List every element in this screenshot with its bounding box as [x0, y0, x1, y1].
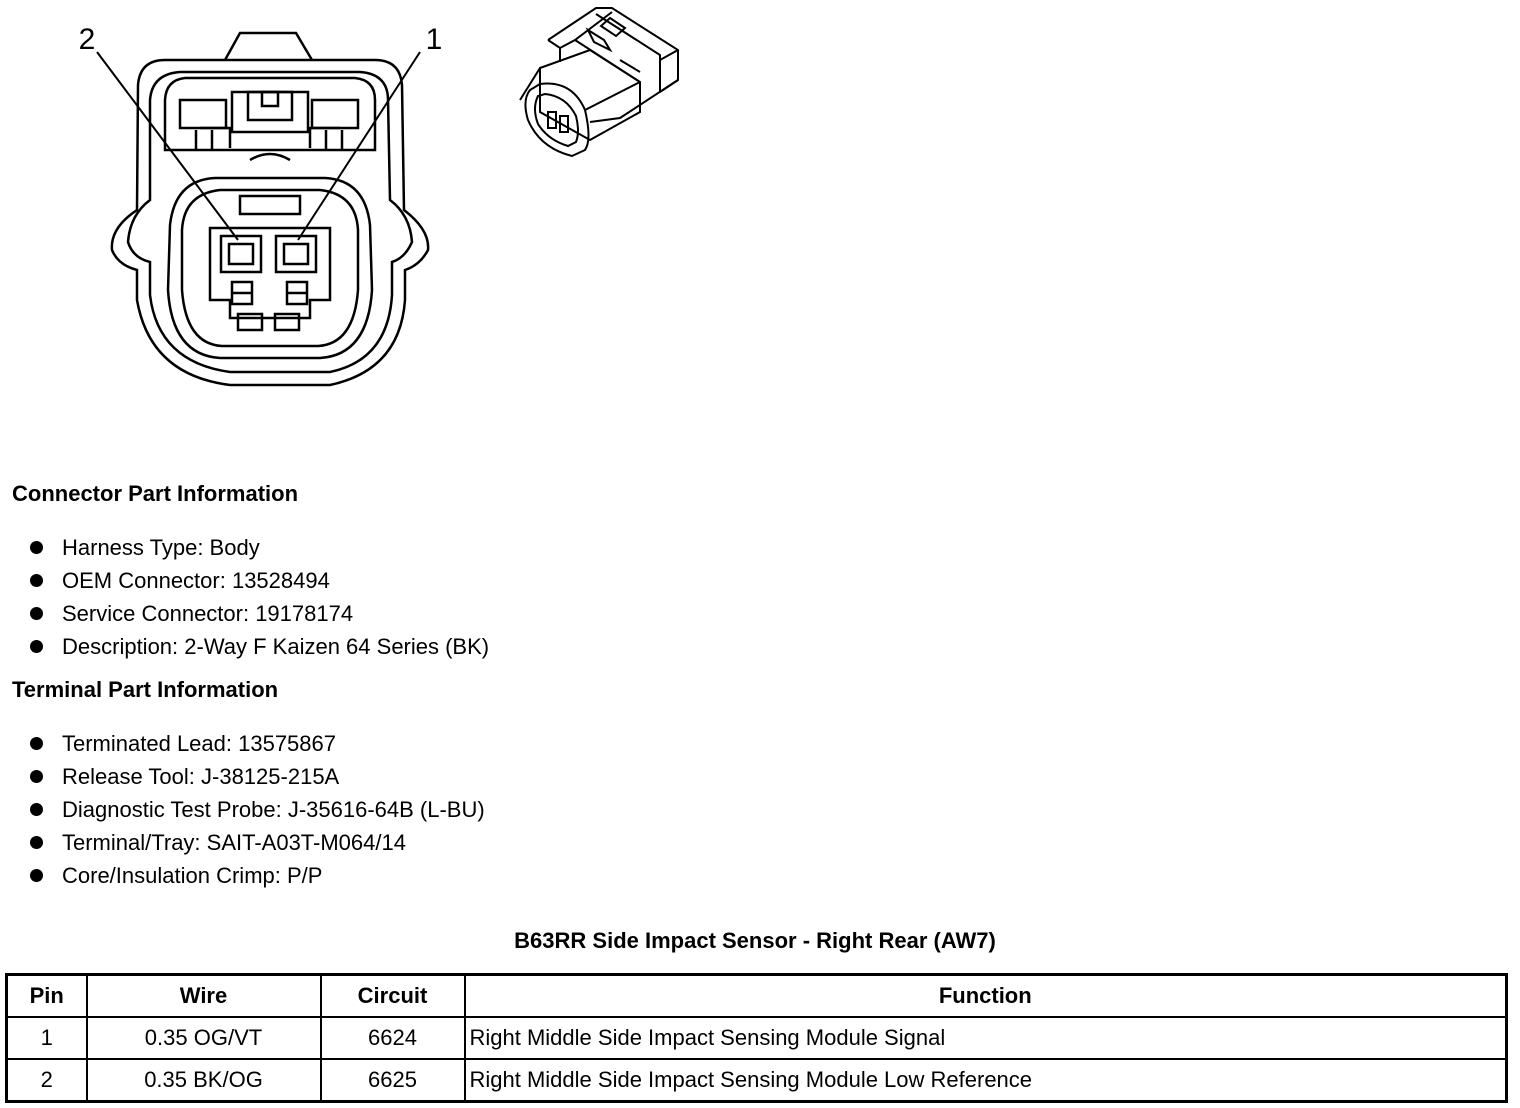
connector-info-list [30, 531, 489, 663]
bullet-icon [30, 869, 43, 882]
bullet-icon [30, 836, 43, 849]
header-pin: Pin [7, 975, 87, 1018]
list-item: Release Tool: J-38125-215A [30, 760, 485, 793]
list-item: Terminal/Tray: SAIT-A03T-M064/14 [30, 826, 485, 859]
cell-wire: 0.35 BK/OG [87, 1059, 321, 1102]
bullet-icon [30, 770, 43, 783]
terminal-info-list [30, 727, 485, 892]
table-row [7, 1059, 1507, 1102]
cell-wire: 0.35 OG/VT [87, 1017, 321, 1059]
bullet-icon [30, 574, 43, 587]
connector-isometric-diagram [510, 0, 690, 170]
cell-function: Right Middle Side Impact Sensing Module Signal [465, 1017, 1507, 1059]
terminal-info-heading: Terminal Part Information [12, 677, 279, 702]
list-item: Harness Type: Body [30, 531, 489, 564]
list-item: Description: 2-Way F Kaizen 64 Series (BK) [30, 630, 489, 663]
bullet-icon [30, 737, 43, 750]
bullet-icon [30, 541, 43, 554]
connector-info-heading: Connector Part Information [12, 481, 299, 506]
pin-table-title: B63RR Side Impact Sensor - Right Rear (AW7) [514, 928, 996, 953]
list-item: Terminated Lead: 13575867 [30, 727, 485, 760]
pin-1-callout: 1 [425, 23, 443, 56]
cell-circuit: 6625 [321, 1059, 465, 1102]
connector-face-diagram [60, 10, 450, 400]
list-item: OEM Connector: 13528494 [30, 564, 489, 597]
header-circuit: Circuit [321, 975, 465, 1018]
cell-pin: 2 [7, 1059, 87, 1102]
list-item: Service Connector: 19178174 [30, 597, 489, 630]
table-row [7, 1017, 1507, 1059]
cell-function: Right Middle Side Impact Sensing Module Low Reference [465, 1059, 1507, 1102]
table-header-row [7, 975, 1507, 1018]
cell-pin: 1 [7, 1017, 87, 1059]
pin-table [5, 973, 1508, 1103]
pin-2-callout: 2 [78, 23, 96, 56]
header-function: Function [465, 975, 1507, 1018]
list-item: Core/Insulation Crimp: P/P [30, 859, 485, 892]
list-item: Diagnostic Test Probe: J-35616-64B (L-BU) [30, 793, 485, 826]
cell-circuit: 6624 [321, 1017, 465, 1059]
header-wire: Wire [87, 975, 321, 1018]
bullet-icon [30, 803, 43, 816]
bullet-icon [30, 607, 43, 620]
bullet-icon [30, 640, 43, 653]
